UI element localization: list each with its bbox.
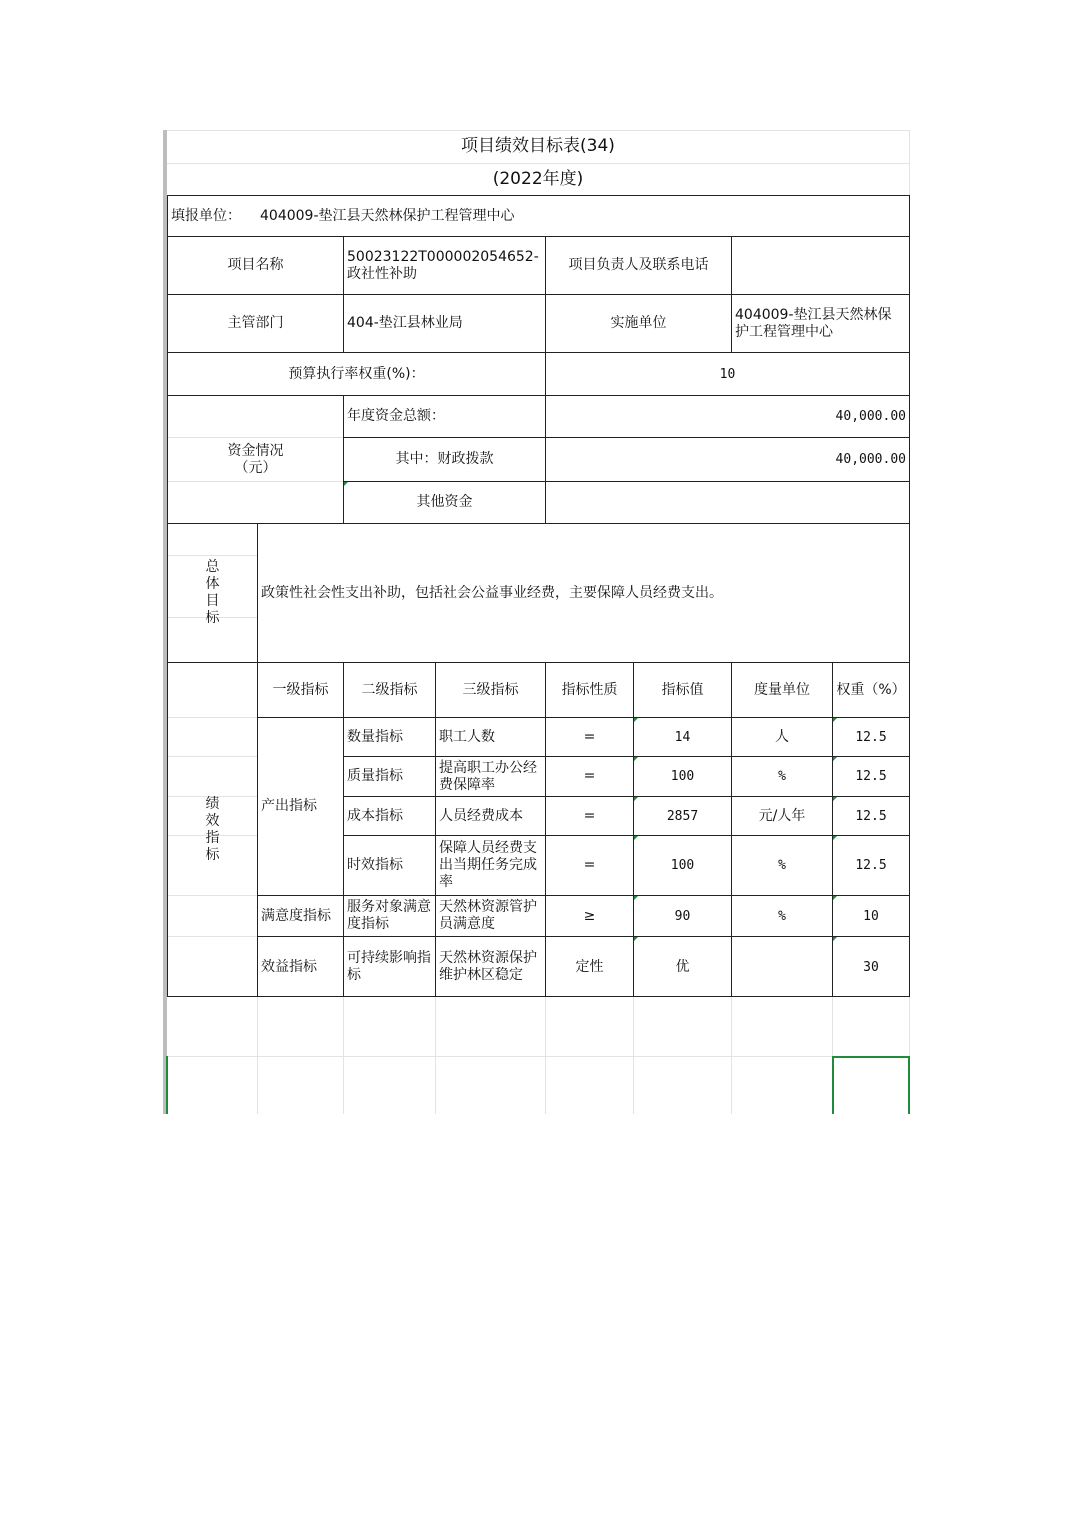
gridline — [343, 997, 344, 1114]
project-contact-label: 项目负责人及联系电话 — [568, 257, 709, 273]
table-row-nature: = — [583, 768, 596, 784]
indicators-label-text: 绩效指标 — [205, 796, 220, 863]
border-line — [167, 195, 168, 997]
cell-marker — [634, 937, 638, 941]
header-level2: 二级指标 — [361, 681, 418, 698]
border-line — [545, 236, 546, 524]
funds-other-value — [546, 482, 909, 523]
gridline — [909, 130, 910, 195]
budget-weight-value: 10 — [719, 366, 736, 382]
table-row-unit: % — [778, 858, 786, 873]
table-row-weight: 10 — [863, 908, 879, 924]
cell-marker — [634, 836, 638, 840]
border-line — [167, 352, 910, 353]
header-nature: 指标性质 — [561, 681, 618, 698]
cell-marker — [833, 757, 837, 761]
cell-marker — [634, 757, 638, 761]
table-row-weight: 12.5 — [855, 858, 887, 873]
gridline — [257, 997, 258, 1114]
cell-marker — [344, 482, 348, 486]
table-row-l2: 可持续影响指标 — [347, 950, 431, 983]
border-line — [167, 662, 910, 663]
border-line — [343, 756, 910, 757]
border-line — [167, 236, 910, 237]
table-row-weight: 12.5 — [855, 808, 887, 824]
table-row-weight: 30 — [863, 959, 879, 975]
impl-unit-value: 404009-垫江县天然林保护工程管理中心 — [735, 306, 892, 340]
funds-label-text: 资金情况（元） — [227, 442, 284, 476]
table-row-l2: 成本指标 — [347, 807, 403, 824]
border-line — [731, 662, 732, 997]
border-line — [257, 936, 910, 937]
table-row-value: 优 — [675, 958, 690, 975]
header-level1: 一级指标 — [272, 681, 329, 698]
border-line — [167, 294, 910, 295]
sheet-year: (2022年度) — [492, 168, 584, 189]
table-row-nature: = — [583, 857, 596, 873]
border-line — [832, 662, 833, 997]
table-row-value: 100 — [670, 858, 695, 873]
table-row-weight: 12.5 — [855, 769, 887, 784]
table-row-l3: 提高职工办公经费保障率 — [439, 759, 537, 793]
selection-edge — [166, 1056, 168, 1114]
dept-label: 主管部门 — [227, 315, 284, 331]
table-row-l3: 保障人员经费支出当期任务完成率 — [439, 840, 537, 890]
border-line — [257, 895, 910, 896]
goal-text: 政策性社会性支出补助，包括社会公益事业经费，主要保障人员经费支出。 — [261, 584, 723, 601]
project-name-value: 50023122T000002054652-政社性补助 — [347, 248, 539, 282]
table-row-l3: 天然林资源保护维护林区稳定 — [439, 950, 537, 983]
goal-label — [168, 524, 257, 662]
table-row-unit: % — [778, 769, 786, 784]
table-row-unit: 元/人年 — [758, 807, 806, 824]
funds-fiscal-value: 40,000.00 — [835, 452, 906, 467]
project-name-label: 项目名称 — [227, 257, 284, 273]
cell-marker — [833, 836, 837, 840]
header-value: 指标值 — [661, 681, 704, 698]
table-row-nature: = — [583, 728, 596, 745]
cell-marker — [833, 718, 837, 722]
border-line — [343, 796, 910, 797]
gridline — [731, 997, 732, 1114]
border-line — [257, 523, 258, 997]
border-line — [257, 717, 910, 718]
level1-satisfaction: 满意度指标 — [261, 907, 331, 924]
funds-other-label: 其他资金 — [416, 494, 473, 510]
border-line — [731, 236, 732, 353]
cell-marker — [833, 797, 837, 801]
table-row-value: 14 — [674, 729, 691, 745]
table-row-l2: 服务对象满意度指标 — [347, 899, 431, 932]
border-line — [633, 662, 634, 997]
border-line — [343, 481, 910, 482]
border-line — [343, 437, 910, 438]
border-line — [435, 662, 436, 997]
level1-output: 产出指标 — [261, 798, 317, 814]
cell-marker — [634, 718, 638, 722]
funds-total-value: 40,000.00 — [835, 409, 906, 424]
indicators-label — [168, 663, 257, 997]
table-row-nature: = — [583, 807, 596, 824]
gridline — [545, 997, 546, 1114]
table-row-weight: 12.5 — [855, 729, 887, 745]
header-weight: 权重（%） — [836, 681, 906, 698]
table-row-l3: 职工人数 — [439, 728, 495, 745]
dept-value: 404-垫江县林业局 — [347, 315, 463, 331]
unit-value: 404009-垫江县天然林保护工程管理中心 — [260, 207, 515, 224]
cell-marker — [634, 896, 638, 900]
level1-benefit: 效益指标 — [261, 958, 317, 975]
funds-total-label: 年度资金总额： — [347, 408, 445, 424]
table-row-value: 100 — [670, 769, 695, 784]
cell-marker — [634, 797, 638, 801]
gridline — [435, 997, 436, 1114]
unit-label: 填报单位： — [171, 207, 241, 224]
border-line — [343, 835, 910, 836]
cell-marker — [833, 896, 837, 900]
border-line — [909, 195, 910, 997]
table-row-l2: 质量指标 — [347, 768, 403, 784]
project-contact-value — [732, 237, 909, 294]
header-unit: 度量单位 — [754, 681, 810, 698]
table-row-value: 90 — [674, 908, 691, 924]
gridline — [633, 997, 634, 1114]
cell-marker — [833, 937, 837, 941]
table-row-unit — [732, 937, 832, 997]
table-row-l2: 时效指标 — [347, 857, 403, 873]
table-row-nature: 定性 — [575, 958, 604, 975]
header-level3: 三级指标 — [462, 681, 519, 698]
table-row-unit: % — [778, 908, 786, 924]
border-line — [545, 662, 546, 997]
sheet-title: 项目绩效目标表(34) — [461, 136, 615, 156]
table-row-l3: 人员经费成本 — [439, 807, 523, 824]
table-row-value: 2857 — [666, 808, 699, 824]
budget-weight-label: 预算执行率权重(%)： — [288, 365, 425, 382]
border-line — [343, 662, 344, 997]
gridline — [167, 1056, 909, 1057]
table-row-unit: 人 — [775, 728, 789, 745]
border-line — [167, 996, 910, 997]
gridline — [909, 997, 910, 1057]
funds-label — [168, 396, 343, 523]
impl-unit-label: 实施单位 — [610, 315, 667, 331]
border-line — [167, 195, 910, 196]
border-line — [343, 236, 344, 353]
table-row-nature: ≥ — [583, 907, 596, 924]
border-line — [167, 523, 910, 524]
selected-cell[interactable] — [832, 1056, 910, 1114]
funds-fiscal-label: 其中：财政拨款 — [395, 451, 494, 467]
border-line — [343, 395, 344, 524]
border-line — [167, 395, 910, 396]
table-row-l3: 天然林资源管护员满意度 — [439, 899, 537, 932]
table-row-l2: 数量指标 — [347, 728, 403, 745]
goal-label-text: 总体目标 — [205, 559, 220, 626]
